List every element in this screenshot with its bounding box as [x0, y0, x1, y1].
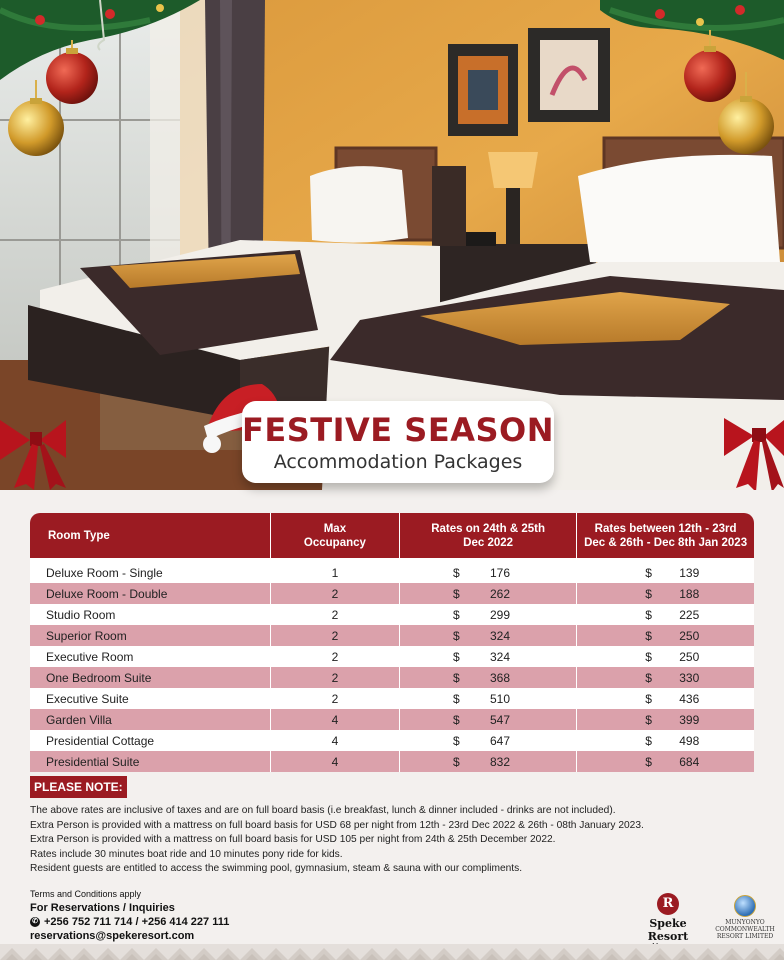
- table-row: [30, 562, 754, 583]
- note-line: The above rates are inclusive of taxes and are on full board basis (i.e breakfast, lunch & dinner included - drinks are not included).: [30, 805, 616, 816]
- speke-logo-mark-icon: R: [657, 893, 679, 915]
- phone-icon: ✆: [30, 917, 40, 927]
- header-rate-other: [577, 513, 754, 558]
- cell-rate-other: [577, 625, 754, 646]
- cell-room-type: Executive Suite: [30, 688, 270, 709]
- header-room-type: Room Type: [30, 513, 270, 558]
- cell-occupancy: 2: [270, 625, 399, 646]
- cell-occupancy: 2: [270, 604, 399, 625]
- rate-amount: 250: [679, 650, 700, 664]
- please-note-label: PLEASE NOTE:: [30, 776, 127, 798]
- cell-rate-24-25: [400, 709, 577, 730]
- currency-symbol: $: [453, 755, 460, 769]
- cell-rate-24-25: [400, 688, 577, 709]
- rate-amount: 324: [490, 650, 511, 664]
- cell-room-type: One Bedroom Suite: [30, 667, 270, 688]
- cell-room-type: Executive Room: [30, 646, 270, 667]
- cell-occupancy: 2: [270, 583, 399, 604]
- cell-rate-other: [577, 688, 754, 709]
- rate-amount: 547: [490, 713, 511, 727]
- cell-occupancy: 1: [270, 562, 399, 583]
- currency-symbol: $: [453, 692, 460, 706]
- note-line: Resident guests are entitled to access the swimming pool, gymnasium, steam & sauna with our compliments.: [30, 863, 523, 875]
- cell-room-type: Deluxe Room - Single: [30, 562, 270, 583]
- cell-rate-other: [577, 604, 754, 625]
- speke-resort-logo: [628, 893, 708, 950]
- cell-rate-other: [577, 646, 754, 667]
- currency-symbol: $: [645, 629, 652, 643]
- currency-symbol: $: [645, 734, 652, 748]
- cell-rate-24-25: [400, 583, 577, 604]
- currency-symbol: $: [453, 587, 460, 601]
- note-line: Extra Person is provided with a mattress on full board basis for USD 68 per night from 12th - 23rd Dec 2022 & 26th - 08th January 2023.: [30, 819, 644, 831]
- rate-amount: 299: [490, 608, 511, 622]
- cell-room-type: Deluxe Room - Double: [30, 583, 270, 604]
- cell-occupancy: 2: [270, 688, 399, 709]
- phone-line: [30, 915, 229, 929]
- rate-amount: 436: [679, 692, 700, 706]
- cell-rate-24-25: [400, 730, 577, 751]
- globe-icon: [734, 895, 756, 917]
- table-row: [30, 730, 754, 751]
- table-row: [30, 604, 754, 625]
- table-row: [30, 667, 754, 688]
- reservations-label: For Reservations / Inquiries: [30, 902, 175, 914]
- page-subtitle: Accommodation Packages: [273, 451, 523, 473]
- cell-rate-other: [577, 562, 754, 583]
- table-row: [30, 688, 754, 709]
- rate-amount: 832: [490, 755, 511, 769]
- currency-symbol: $: [453, 608, 460, 622]
- currency-symbol: $: [645, 671, 652, 685]
- title-badge: [242, 401, 554, 483]
- currency-symbol: $: [453, 566, 460, 580]
- note-line: Rates include 30 minutes boat ride and 10 minutes pony ride for kids.: [30, 848, 343, 860]
- terms-text: Terms and Conditions apply: [30, 889, 142, 899]
- page-title: FESTIVE SEASON: [242, 411, 554, 449]
- rate-amount: 330: [679, 671, 700, 685]
- table-row: [30, 709, 754, 730]
- rate-amount: 510: [490, 692, 511, 706]
- email-link[interactable]: reservations@spekeresort.com: [30, 930, 195, 942]
- rate-amount: 250: [679, 629, 700, 643]
- currency-symbol: $: [645, 692, 652, 706]
- currency-symbol: $: [453, 629, 460, 643]
- cell-room-type: Superior Room: [30, 625, 270, 646]
- rate-amount: 368: [490, 671, 511, 685]
- rate-amount: 225: [679, 608, 700, 622]
- cell-room-type: Garden Villa: [30, 709, 270, 730]
- header-occupancy: [270, 513, 399, 558]
- currency-symbol: $: [453, 671, 460, 685]
- cell-occupancy: 4: [270, 751, 399, 772]
- speke-logo-name: Speke Resort: [647, 917, 689, 943]
- rates-table: [30, 513, 754, 772]
- table-row: [30, 646, 754, 667]
- table-row: [30, 751, 754, 772]
- mcr-logo-name: MUNYONYO COMMONWEALTH RESORT LIMITED: [715, 919, 775, 940]
- table-row: [30, 583, 754, 604]
- currency-symbol: $: [645, 608, 652, 622]
- cell-rate-24-25: [400, 604, 577, 625]
- currency-symbol: $: [453, 713, 460, 727]
- contact-block: [30, 887, 229, 943]
- cell-room-type: Presidential Cottage: [30, 730, 270, 751]
- rate-amount: 684: [679, 755, 700, 769]
- currency-symbol: $: [645, 755, 652, 769]
- cell-occupancy: 2: [270, 646, 399, 667]
- header-rate2-line1: Rates between 12th - 23rd: [594, 522, 737, 535]
- cell-rate-other: [577, 730, 754, 751]
- cell-rate-other: [577, 751, 754, 772]
- cell-occupancy: 4: [270, 730, 399, 751]
- rate-amount: 139: [679, 566, 700, 580]
- cell-room-type: Presidential Suite: [30, 751, 270, 772]
- phone-numbers[interactable]: +256 752 711 714 / +256 414 227 111: [44, 916, 230, 928]
- cell-rate-other: [577, 667, 754, 688]
- header-occupancy-line1: Max: [323, 522, 347, 535]
- currency-symbol: $: [645, 587, 652, 601]
- table-row: [30, 625, 754, 646]
- header-rate1-line2: Dec 2022: [463, 536, 514, 549]
- rate-amount: 647: [490, 734, 511, 748]
- header-rate2-line2: Dec & 26th - Dec 8th Jan 2023: [584, 536, 748, 549]
- rate-amount: 188: [679, 587, 700, 601]
- notes-list: [30, 804, 754, 877]
- cell-room-type: Studio Room: [30, 604, 270, 625]
- decorative-bottom-border: [0, 944, 784, 960]
- cell-rate-24-25: [400, 646, 577, 667]
- header-occupancy-line2: Occupancy: [303, 536, 366, 549]
- header-rate-24-25: [400, 513, 577, 558]
- rate-amount: 399: [679, 713, 700, 727]
- cell-rate-other: [577, 583, 754, 604]
- cell-occupancy: 2: [270, 667, 399, 688]
- currency-symbol: $: [645, 566, 652, 580]
- rate-amount: 498: [679, 734, 700, 748]
- cell-rate-24-25: [400, 625, 577, 646]
- note-line: Extra Person is provided with a mattress on full board basis for USD 105 per night from 24th & 25th December 2022.: [30, 834, 556, 846]
- currency-symbol: $: [645, 650, 652, 664]
- currency-symbol: $: [453, 734, 460, 748]
- rate-amount: 176: [490, 566, 511, 580]
- cell-occupancy: 4: [270, 709, 399, 730]
- cell-rate-24-25: [400, 667, 577, 688]
- rate-amount: 262: [490, 587, 511, 601]
- cell-rate-24-25: [400, 562, 577, 583]
- header-rate1-line1: Rates on 24th & 25th: [431, 522, 545, 535]
- cell-rate-24-25: [400, 751, 577, 772]
- rate-amount: 324: [490, 629, 511, 643]
- cell-rate-other: [577, 709, 754, 730]
- currency-symbol: $: [453, 650, 460, 664]
- munyonyo-commonwealth-logo: [714, 895, 776, 940]
- currency-symbol: $: [645, 713, 652, 727]
- table-header-row: [30, 513, 754, 558]
